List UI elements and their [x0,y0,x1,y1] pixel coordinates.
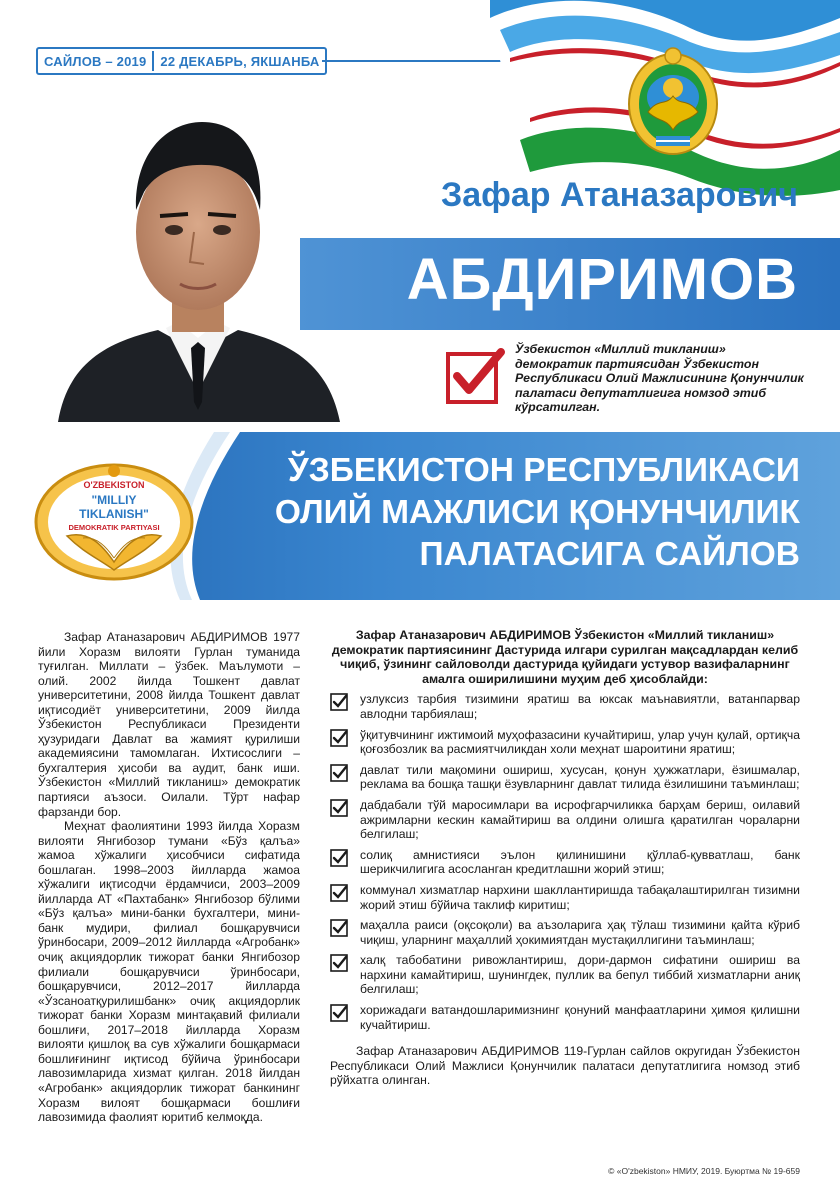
party-logo-line4: DEMOKRATIK PARTIYASI [68,523,160,532]
checkbox-checked-icon [330,849,348,867]
program-task-text: халқ табобатини ривожлантириш, дори-дармон сифатини ошириш ва нархини камайтириш, шунингдек, пуллик ва бепул тиббий хизматларни аниқ белгилаш; [360,953,800,997]
candidate-surname: АБДИРИМОВ [406,247,798,312]
party-logo-line1: O'ZBEKISTON [83,480,145,490]
party-logo-line2: "MILLIY [91,493,137,507]
program-task-item [330,798,800,842]
checkbox-checked-icon [330,1004,348,1022]
program-task-item [330,953,800,997]
program-task-text: дабдабали тўй маросимлари ва исрофгарчиликка барҳам бериш, оилавий ажримларни кескин камайтириш ва олдини олишга қаратилган чораларни белгилаш; [360,797,800,842]
checkbox-checked-icon [330,954,348,972]
candidate-first-names: Зафар Атаназарович [440,176,798,214]
checkbox-checked-icon [330,729,348,747]
print-footer: © «O'zbekiston» НМИУ, 2019. Буюртма № 19-659 [608,1166,800,1176]
checkbox-checked-icon [330,884,348,902]
election-title-line2: ОЛИЙ МАЖЛИСИ ҚОНУНЧИЛИК [274,494,800,531]
biography-paragraph-1: Зафар Атаназарович АБДИРИМОВ 1977 йили Хоразм вилояти Гурлан туманида туғилган. Миллати – ўзбек. Маълумоти – олий. 2002 йилда Тошкент давлат университетини, 2008 йилда Тошкент давлат иқтисодиёт университетини, 2009 йилда Ўзбекистон Республикаси Президенти ҳузуридаги Давлат ва жамият қурилиши академиясини тамомлаган. Ихтисослиги – бухгалтерия ҳисоби ва аудит, банк иши. Ўзбекистон «Миллий тикланиш» демократик партияси аъзоси. Оилали. Тўрт нафар фарзанди бор. [38,630,300,819]
program-task-item [330,848,800,877]
program-column [330,628,800,1088]
program-intro: Зафар Атаназарович АБДИРИМОВ Ўзбекистон «Миллий тикланиш» демократик партиясининг Дастурида илгари сурилган мақсадлардан келиб чиқиб, ўзининг сайловолди дастурида қуйидаги устувор вазифаларнинг амалга оширилишини муҳим деб ҳисоблайди: [331,628,799,686]
biography-paragraph-2: Меҳнат фаолиятини 1993 йилда Хоразм вилояти Янгибозор тумани «Бўз қалъа» жамоа хўжалиги ҳисобчиси сифатида бошлаган. 1998–2003 йилларда жамоа хўжалиги иқтисодчи ёрдамчиси, 2003–2009 йилларда АТ «Пахтабанк» Янгибозор бўлими «Бўз қалъа» мини-банки бухгалтери, мини-банк мудири, филиал бошқарувчиси ўринбосари, 2009–2012 йилларда «Агробанк» очиқ акциядорлик тижорат банки Янгибозор филиали бошқарувчиси ўринбосари, бошқарувчиси, 2012–2017 йилларда «Ўзсаноатқурилишбанк» очиқ акциядорлик тижорат банки Хоразм минтақавий филиали бошлиғи, 2017–2018 йилларда Хоразм вилояти қишлоқ ва сув хўжалиги бошқармаси бошлиғининг иқтисод бўйича ўринбосари лавозимларида хизмат қилган. 2018 йилдан «Агробанк» акциядорлик тижорат банкининг Хоразм вилоят бошқармаси бошлиғи лавозимида фаолият юритиб келмоқда. [38,819,300,1125]
program-task-item [330,1003,800,1032]
program-task-list [330,692,800,1032]
program-task-text: ўқитувчининг ижтимоий муҳофазасини кучайтириш, улар учун қулай, ортиқча қоғозбозлик ва расмиятчиликдан холи меҳнат шароитини яратиш; [360,727,800,757]
party-logo-line3: TIKLANISH" [79,507,149,521]
program-task-text: узлуксиз тарбия тизимини яратиш ва юксак маънавиятли, ватанпарвар авлодни тарбиялаш; [360,692,800,721]
program-task-text: солиқ амнистияси эълон қилинишини қўллаб-қувватлаш, банк шерикчилигига асосланган кредитлашни жорий этиш; [360,847,800,877]
program-task-text: коммунал хизматлар нархини шакллантиришда табақалаштирилган тизимни жорий этиш бўйича таклиф киритиш; [360,882,800,912]
nomination-text: Ўзбекистон «Миллий тикланиш» демократик партиясидан Ўзбекистон Республикаси Олий Мажлисининг Қонунчилик палатаси депутатлигига номзод этиб кўрсатилган. [515,342,804,415]
election-title-line1: ЎЗБЕКИСТОН РЕСПУБЛИКАСИ [287,452,800,489]
program-task-text: давлат тили мақомини ошириш, хусусан, қонун ҳужжатлари, ёзишмалар, реклама ва бошқа ташқи ёзувларнинг давлат тилида ёзилишини таъминлаш; [360,762,800,792]
program-task-item [330,728,800,757]
checkbox-checked-icon [330,764,348,782]
program-task-item [330,918,800,947]
program-task-text: хорижадаги ватандошларимизнинг қонуний манфаатларини ҳимоя қилишни кучайтириш. [360,1003,800,1032]
checkmark-box-icon [445,346,505,406]
program-task-item [330,763,800,792]
checkbox-checked-icon [330,919,348,937]
program-task-text: маҳалла раиси (оқсоқоли) ва аъзоларига ҳақ тўлаш тизимини қайта кўриб чиқиш, уларнинг маҳаллий ҳокимиятдан мустақиллигини таъминлаш; [360,918,800,947]
issue-tag [36,47,327,75]
tag-divider [152,51,154,71]
program-closing: Зафар Атаназарович АБДИРИМОВ 119-Гурлан сайлов округидан Ўзбекистон Республикаси Олий Мажлиси Қонунчилик палатаси депутатлигига номзод этиб рўйхатга олинган. [330,1044,800,1088]
program-task-item [330,883,800,912]
biography-column [38,630,300,1125]
state-emblem-image [626,42,720,160]
party-logo-image [33,462,195,582]
election-title [275,450,800,576]
checkbox-checked-icon [330,693,348,711]
election-date-label: 22 ДЕКАБРЬ, ЯКШАНБА [160,53,320,69]
program-task-item [330,692,800,721]
election-title-line3: ПАЛАТАСИГА САЙЛОВ [419,536,800,573]
election-year-label: САЙЛОВ – 2019 [44,53,147,69]
checkbox-checked-icon [330,799,348,817]
